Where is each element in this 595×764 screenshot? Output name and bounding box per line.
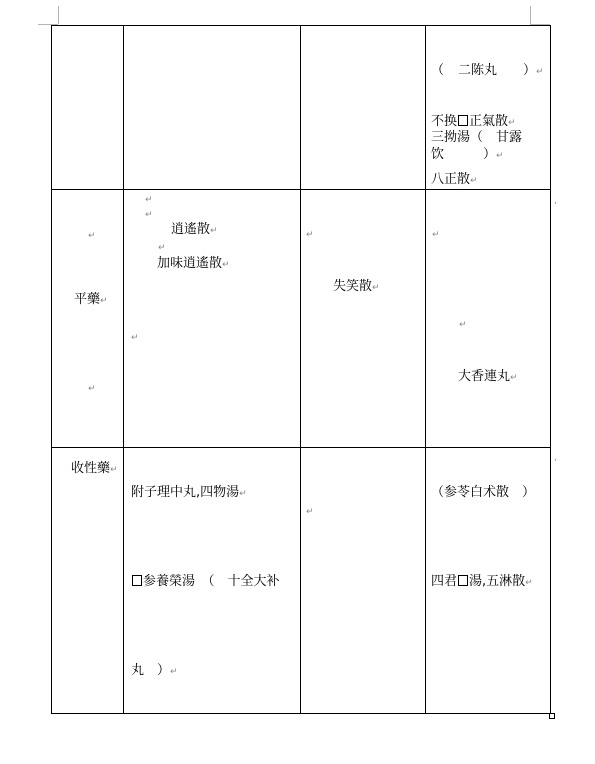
paragraph-mark-icon: ↵ xyxy=(145,195,153,205)
row1-col3-line-3: 三拗湯（ 甘露 xyxy=(431,130,523,145)
end-of-row-mark-icon: , xyxy=(554,453,557,463)
paragraph-mark-icon: ↵ xyxy=(110,465,118,475)
paragraph-mark-icon: ↵ xyxy=(536,67,544,77)
row2-label: 平藥↵ xyxy=(74,292,108,307)
row1-col3-line-4: 饮 ）↵ xyxy=(431,147,504,162)
table-row-divider-1 xyxy=(51,189,551,190)
row2-col2-item-1: 失笑散↵ xyxy=(333,279,380,294)
table-col-divider-2 xyxy=(300,25,301,714)
remedy-name: 二陈丸 xyxy=(458,63,498,78)
paragraph-mark-icon: ↵ xyxy=(222,260,230,270)
missing-glyph-box xyxy=(132,575,142,586)
paragraph-mark-icon: ↵ xyxy=(470,176,478,186)
row3-col1-line-3: 丸 ）↵ xyxy=(131,663,178,678)
row1-col3-line-5: 八正散↵ xyxy=(431,172,478,187)
missing-glyph-box xyxy=(458,115,468,126)
row1-col3-line-2: 不换 正氣散↵ xyxy=(431,114,516,129)
row2-col1-item-1: 逍遙散↵ xyxy=(171,222,218,237)
paragraph-mark-icon: ↵ xyxy=(88,231,96,241)
table-border-top xyxy=(51,25,551,26)
paragraph-mark-icon: ↵ xyxy=(432,230,440,240)
row3-col1-line-1: 附子理中丸,四物湯↵ xyxy=(131,485,247,500)
table-border-left xyxy=(51,25,52,714)
row3-col3-line-1: （参苓白术散 ） xyxy=(431,485,536,500)
paragraph-mark-icon: ↵ xyxy=(158,243,166,253)
end-of-row-mark-icon: , xyxy=(554,196,557,206)
paragraph-mark-icon: ↵ xyxy=(525,578,533,588)
table-col-divider-1 xyxy=(123,25,124,714)
paragraph-mark-icon: ↵ xyxy=(170,667,178,677)
paragraph-mark-icon: ↵ xyxy=(100,296,108,306)
table-col-divider-3 xyxy=(425,25,426,714)
paragraph-mark-icon: ↵ xyxy=(510,373,518,383)
page-corner-guide-right xyxy=(530,6,531,24)
paragraph-mark-icon: ↵ xyxy=(508,118,516,128)
paragraph-mark-icon: ↵ xyxy=(210,226,218,236)
table-border-right xyxy=(550,25,551,714)
page-corner-guide-left xyxy=(58,6,59,24)
paragraph-mark-icon: ↵ xyxy=(459,320,467,330)
paragraph-mark-icon: ↵ xyxy=(131,333,139,343)
row3-col3-line-2: 四君 湯,五淋散↵ xyxy=(431,574,533,589)
paragraph-mark-icon: ↵ xyxy=(239,489,247,499)
missing-glyph-box xyxy=(458,575,468,586)
row1-col3-line-1: （ 二陈丸 ）↵ xyxy=(431,63,544,78)
paragraph-mark-icon: ↵ xyxy=(306,507,314,517)
table-resize-handle[interactable] xyxy=(549,713,555,719)
paragraph-mark-icon: ↵ xyxy=(306,230,314,240)
paragraph-mark-icon: ↵ xyxy=(145,210,153,220)
paragraph-mark-icon: ↵ xyxy=(496,151,504,161)
row2-col1-item-2: 加味逍遙散↵ xyxy=(157,256,230,271)
row3-label: 收性藥↵ xyxy=(71,461,118,476)
table-border-bottom xyxy=(51,713,551,714)
row2-col3-item-1: 大香連丸↵ xyxy=(458,369,518,384)
paragraph-mark-icon: ↵ xyxy=(372,283,380,293)
paragraph-mark-icon: ↵ xyxy=(88,384,96,394)
row3-col1-line-2: 参養榮湯 （ 十全大补 xyxy=(131,574,280,590)
table-row-divider-2 xyxy=(51,447,551,448)
